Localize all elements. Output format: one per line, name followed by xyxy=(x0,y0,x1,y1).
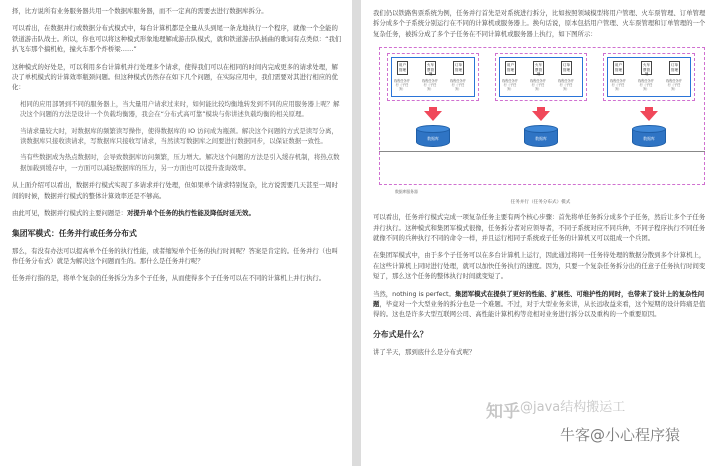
right-paragraph-4-tail: ，毕竟对一个大型业务的拆分也是一个难题。不过，对于大型业务来讲，从长远收益来看，这个短期的设计阵痛是值得的。这也是许多大型互联网公司、高性能计算机构等竞相对业务进行拆分以及重构的一个重要原因。 xyxy=(373,300,706,319)
chip-caption-1b: 线程任务并行（子任务） xyxy=(422,79,438,92)
database-label-2: 数据库 xyxy=(535,136,547,142)
right-paragraph-2: 可以看出，任务并行模式完成一项复杂任务主要有两个核心步骤：首先将单任务拆分成多个子任务，然后让多个子任务并行执行。这种模式和集团军模式很像，任务拆分者对应领导者，不同子系统对应不同兵种，不同子程序执行不同任务就像不同的兵种执行不同的命令一样，并且运行相同子系统或子任务的计算机又可以组成一个兵团。 xyxy=(373,213,706,243)
left-paragraph-5-bold: 对提升单个任务的执行性能及降低时延无效。 xyxy=(127,209,255,218)
problem-load-balance: 相同的应用部署到不同的服务器上，当大量用户请求过来时，如何能比较均衡地转发到不同的应用服务器上呢？解决这个问题的方法是设计一个负载均衡器，我会在“分布式高可靠”模块与你讲述负载均衡的相关原理。 xyxy=(20,99,340,119)
chip-user-3: 用户管理 xyxy=(613,61,624,75)
chip-ticket-2: 火车票管理 xyxy=(534,63,543,77)
left-paragraph-2: 可以看出，在数据并行或数据分布式模式中，每台计算机都是全量从头到尾一条龙地执行一个程序，就像一个全能的铁道游击队战士。所以，你也可以将这种模式形象地理解成游击队模式，就和铁道游击队插曲的歌词有点类似：“我们扒飞车那个搞机枪，撞火车那个炸桥梁……” xyxy=(12,24,342,54)
database-icon-1 xyxy=(416,125,450,149)
section-heading-distributed: 分布式是什么？ xyxy=(373,329,428,339)
task-parallel-diagram xyxy=(373,45,708,197)
left-paragraph-3: 这种模式的好处是，可以利用多台计算机并行处理多个请求，使得我们可以在相同的时间内完成更多的请求处理，解决了单机模式的计算效率瓶颈问题。但这种模式仍然存在如下几个问题，在实际应用中，我们需要对其进行相应的优化： xyxy=(12,62,338,92)
chip-order-2: 订单管理 xyxy=(561,61,572,75)
diagram-caption: 任务并行（任务分布式）模式 xyxy=(510,200,571,206)
chip-caption-1a: 线程任务并行（子任务） xyxy=(394,79,410,92)
right-paragraph-5: 讲了半天，那到底什么是分布式呢？ xyxy=(373,347,476,356)
chip-caption-2a: 线程任务并行（子任务） xyxy=(502,79,518,92)
chip-caption-3c: 线程任务并行（子任务） xyxy=(666,79,682,92)
chip-user-1: 用户管理 xyxy=(397,61,408,75)
chip-caption-3b: 线程任务并行（子任务） xyxy=(638,79,654,92)
chip-user-2: 用户管理 xyxy=(505,61,516,75)
niuke-watermark: 牛客@小心程序猿 xyxy=(560,426,681,444)
storage-layer-label: 数据库服务器 xyxy=(395,189,418,195)
chip-order-1: 订单管理 xyxy=(453,61,464,75)
chip-order-3: 订单管理 xyxy=(669,61,680,75)
problem-list xyxy=(12,99,342,173)
left-page xyxy=(0,0,352,466)
problem-read-write: 当请求量较大时，对数据库的频繁读写操作，使得数据库的 IO 访问成为瓶颈。解决这个问题的方式是读写分离，读数据库只接收读请求，写数据库只接收写请求，当然读写数据库之间要进行数据同步，以保证数据一致性。 xyxy=(20,126,338,146)
section-heading-task-parallel: 集团军模式：任务并行或任务分布式 xyxy=(12,228,137,238)
left-paragraph-6: 那么，有没有办法可以提高单个任务的执行性能，或者缩短单个任务的执行时间呢？答案是肯定的。任务并行（也叫作任务分布式）就是为解决这个问题而生的。那什么是任务并行呢？ xyxy=(12,246,338,265)
problem-hot-data: 当有些数据成为热点数据时，会导致数据库访问频繁，压力增大。解决这个问题的方法是引入缓存机制，将热点数据加载到缓存中，一方面可以减轻数据库的压力，另一方面也可以提升查询效率。 xyxy=(20,153,340,172)
database-icon-2 xyxy=(524,125,558,149)
arrow-down-2 xyxy=(532,111,550,121)
right-paragraph-4-bold: 集团军模式在提供了更好的性能、扩展性、可维护性的同时，也带来了设计上的复杂性问题 xyxy=(373,289,705,309)
arrow-down-1 xyxy=(424,111,442,121)
chip-caption-2b: 线程任务并行（子任务） xyxy=(530,79,546,92)
right-paragraph-3: 在集团军模式中，由于多个子任务可以在多台计算机上运行，因此通过将同一任务待处理的数据分散到多个计算机上，在这些计算机上同时进行处理，就可以加快任务执行的速度。因为，只要一个复杂任务拆分出的任意子任务执行时间变短了，那么这个任务的整体执行时间就变短了。 xyxy=(373,251,706,281)
database-label-3: 数据库 xyxy=(643,136,655,142)
page-gap xyxy=(352,0,361,466)
chip-ticket-3: 火车票管理 xyxy=(642,63,651,77)
left-paragraph-4: 从上面介绍可以看出，数据并行模式实现了多请求并行处理，但如果单个请求特别复杂，比方说需要几天甚至一周时间的时候，数据并行模式的整体计算效率还是不够高。 xyxy=(12,181,338,200)
left-paragraph-5 xyxy=(12,208,342,218)
database-icon-3 xyxy=(632,125,666,149)
left-paragraph-1: 择，比方说所有业务服务器共用一个数据库服务器，而不一定真的需要去进行数据库拆分。 xyxy=(12,7,268,15)
left-paragraph-7: 任务并行指的是，将单个复杂的任务拆分为多个子任务，从而使得多个子任务可以在不同的计算机上并行执行。 xyxy=(12,274,326,283)
left-paragraph-5-text: 由此可见，数据并行模式的主要问题是： xyxy=(12,209,128,218)
chip-caption-2c: 线程任务并行（子任务） xyxy=(558,79,574,92)
right-paragraph-4-text: 当然，nothing is perfect。 xyxy=(373,289,455,298)
diagram-divider xyxy=(379,151,705,152)
handle-watermark: @java结构搬运工 xyxy=(520,400,626,415)
zhihu-watermark: 知乎 xyxy=(486,402,520,422)
right-paragraph-4 xyxy=(373,289,708,320)
arrow-down-3 xyxy=(640,111,658,121)
database-label-1: 数据库 xyxy=(427,136,439,142)
chip-caption-1c: 线程任务并行（子任务） xyxy=(450,79,466,92)
chip-caption-3a: 线程任务并行（子任务） xyxy=(610,79,626,92)
chip-ticket-1: 火车票管理 xyxy=(426,63,435,77)
right-paragraph-1: 我们仍以铁路售票系统为例，任务并行首先是对系统进行拆分，比如按照领域模型将用户管理、火车票管理、订单管理拆分成多个子系统分别运行在不同的计算机或服务器上。换句话说，原本包括用户管理、火车票管理和订单管理的一个复杂任务，被拆分成了多个子任务在不同计算机或服务器上执行，如下图所示： xyxy=(373,9,706,38)
